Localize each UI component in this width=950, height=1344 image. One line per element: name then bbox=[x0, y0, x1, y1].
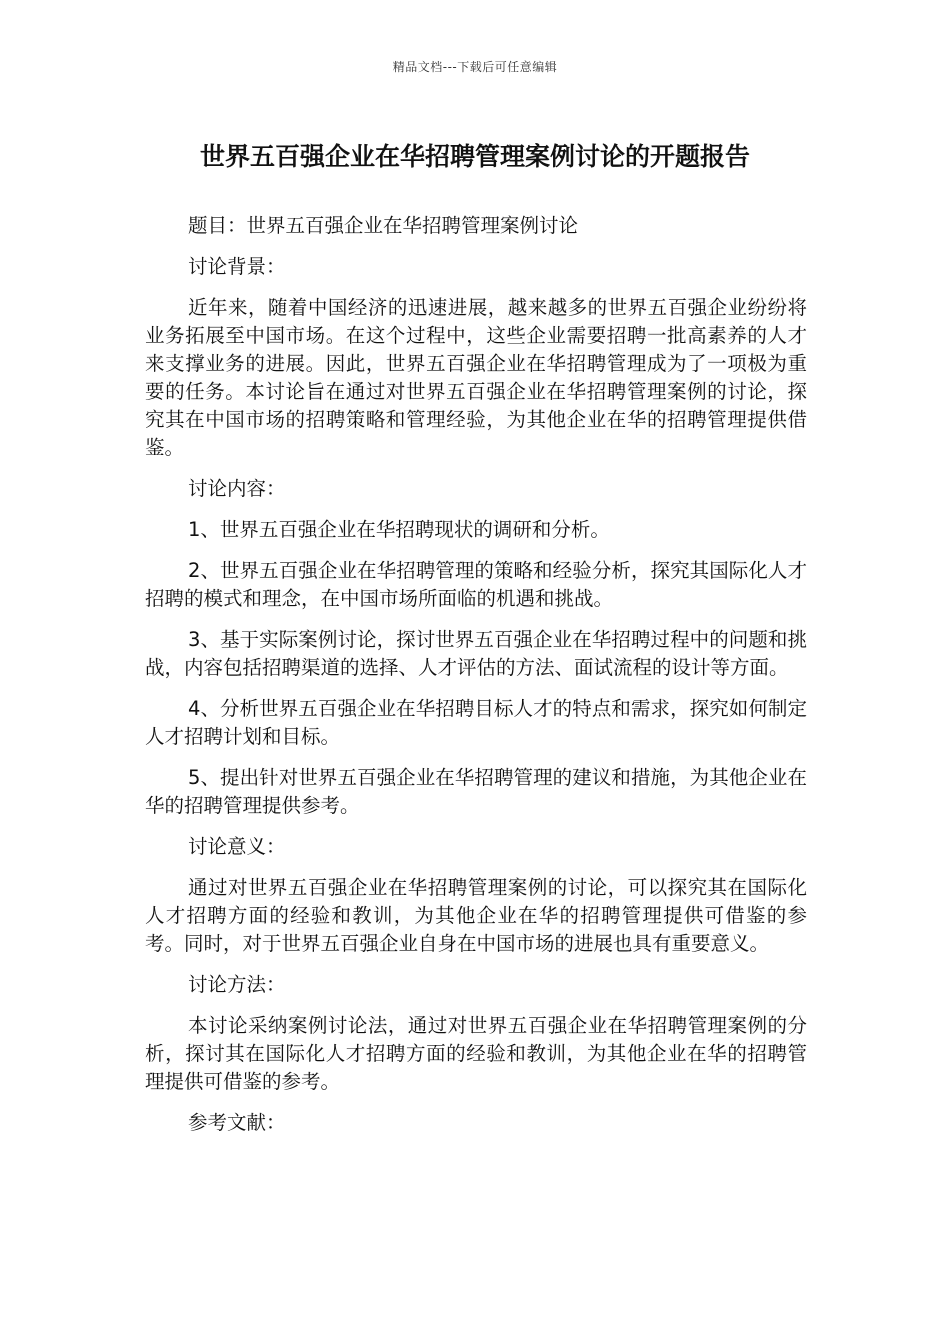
section-heading-significance: 讨论意义： bbox=[188, 835, 286, 858]
section-heading-method: 讨论方法： bbox=[188, 973, 286, 996]
content-item-5: 5、提出针对世界五百强企业在华招聘管理的建议和措施，为其他企业在华的招聘管理提供参考。 bbox=[145, 766, 807, 817]
method-paragraph: 本讨论采纳案例讨论法，通过对世界五百强企业在华招聘管理案例的分析，探讨其在国际化人才招聘方面的经验和教训，为其他企业在华的招聘管理提供可借鉴的参考。 bbox=[145, 1014, 807, 1093]
document-body bbox=[145, 212, 807, 1150]
content-item-1: 1、世界五百强企业在华招聘现状的调研和分析。 bbox=[188, 518, 610, 541]
topic-line: 题目：世界五百强企业在华招聘管理案例讨论 bbox=[188, 214, 579, 237]
document-title: 世界五百强企业在华招聘管理案例讨论的开题报告 bbox=[199, 142, 750, 171]
section-heading-content: 讨论内容： bbox=[188, 477, 286, 500]
background-paragraph: 近年来，随着中国经济的迅速进展，越来越多的世界五百强企业纷纷将业务拓展至中国市场。在这个过程中，这些企业需要招聘一批高素养的人才来支撑业务的进展。因此，世界五百强企业在华招聘管理成为了一项极为重要的任务。本讨论旨在通过对世界五百强企业在华招聘管理案例的讨论，探究其在中国市场的招聘策略和管理经验，为其他企业在华的招聘管理提供借鉴。 bbox=[145, 296, 807, 459]
content-item-4: 4、分析世界五百强企业在华招聘目标人才的特点和需求，探究如何制定人才招聘计划和目标。 bbox=[145, 697, 807, 748]
section-heading-references: 参考文献： bbox=[188, 1111, 286, 1134]
content-item-2: 2、世界五百强企业在华招聘管理的策略和经验分析，探究其国际化人才招聘的模式和理念，在中国市场所面临的机遇和挑战。 bbox=[145, 559, 807, 610]
header-note: 精品文档---下载后可任意编辑 bbox=[392, 60, 558, 74]
significance-paragraph: 通过对世界五百强企业在华招聘管理案例的讨论，可以探究其在国际化人才招聘方面的经验和教训，为其他企业在华的招聘管理提供可借鉴的参考。同时，对于世界五百强企业自身在中国市场的进展也具有重要意义。 bbox=[145, 876, 807, 955]
section-heading-background: 讨论背景： bbox=[188, 255, 286, 278]
content-item-3: 3、基于实际案例讨论，探讨世界五百强企业在华招聘过程中的问题和挑战，内容包括招聘渠道的选择、人才评估的方法、面试流程的设计等方面。 bbox=[145, 628, 807, 679]
